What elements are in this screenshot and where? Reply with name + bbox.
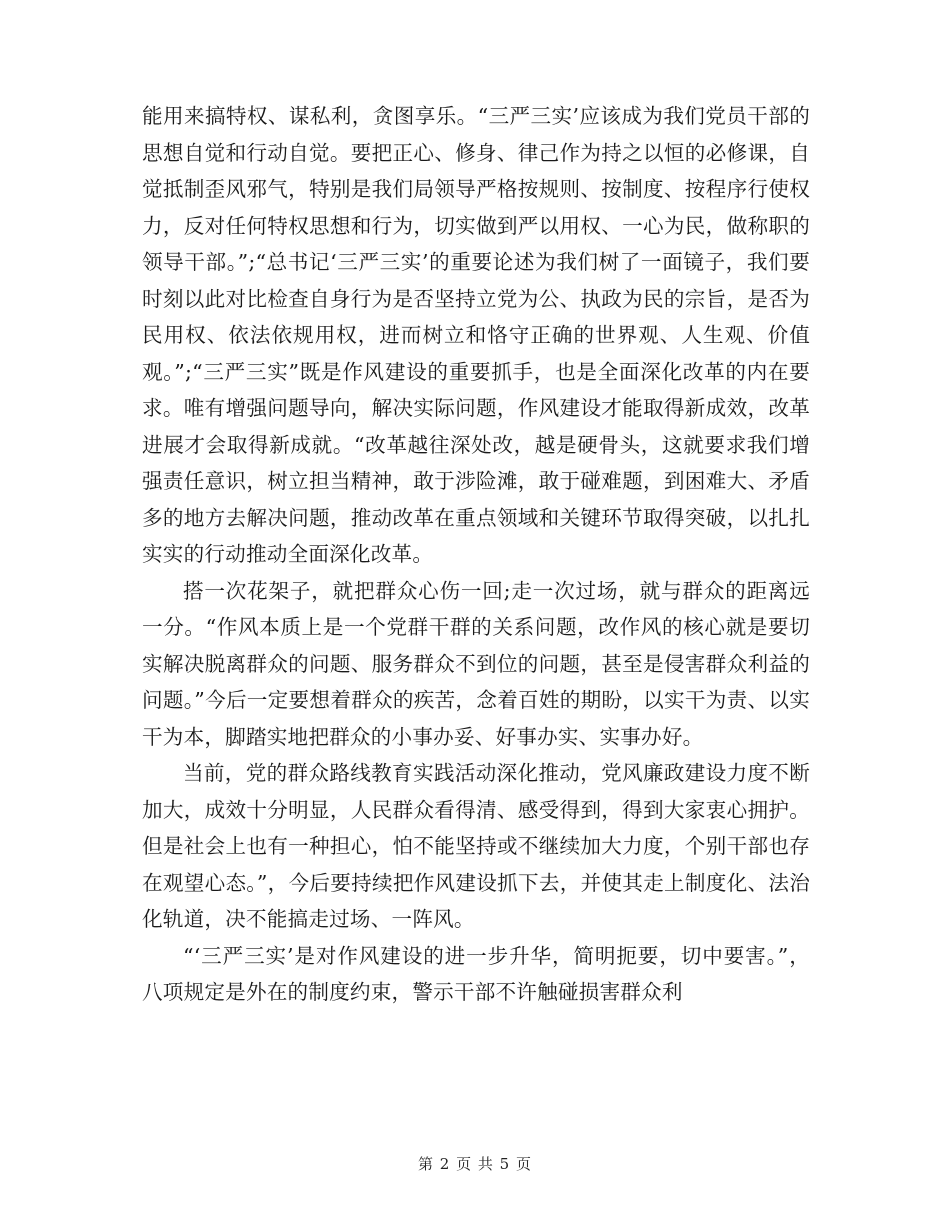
paragraph-2: 搭一次花架子，就把群众心伤一回;走一次过场，就与群众的距离远一分。“作风本质上是一个党群干群的关系问题，改作风的核心就是要切实解决脱离群众的问题、服务群众不到位的问题，甚至是侵害群众利益的问题。”今后一定要想着群众的疾苦，念着百姓的期盼，以实干为责、以实干为本，脚踏实地把群众的小事办妥、好事办实、实事办好。 — [142, 578, 810, 749]
document-body — [142, 98, 810, 1011]
paragraph-1: 能用来搞特权、谋私利，贪图享乐。“三严三实’应该成为我们党员干部的思想自觉和行动自觉。要把正心、修身、律己作为持之以恒的必修课，自觉抵制歪风邪气，特别是我们局领导严格按规则、按制度、按程序行使权力，反对任何特权思想和行为，切实做到严以用权、一心为民，做称职的领导干部。”;“总书记‘三严三实’的重要论述为我们树了一面镜子，我们要时刻以此对比检查自身行为是否坚持立党为公、执政为民的宗旨，是否为民用权、依法依规用权，进而树立和恪守正确的世界观、人生观、价值观。”;“三严三实”既是作风建设的重要抓手，也是全面深化改革的内在要求。唯有增强问题导向，解决实际问题，作风建设才能取得新成效，改革进展才会取得新成就。“改革越往深处改，越是硬骨头，这就要求我们增强责任意识，树立担当精神，敢于涉险滩，敢于碰难题，到困难大、矛盾多的地方去解决问题，推动改革在重点领域和关键环节取得突破，以扎扎实实的行动推动全面深化改革。 — [142, 104, 810, 566]
page-number-footer: 第 2 页 共 5 页 — [418, 1155, 532, 1173]
paragraph-3: 当前，党的群众路线教育实践活动深化推动，党风廉政建设力度不断加大，成效十分明显，人民群众看得清、感受得到，得到大家衷心拥护。但是社会上也有一种担心，怕不能坚持或不继续加大力度，个别干部也存在观望心态。”，今后要持续把作风建设抓下去，并使其走上制度化、法治化轨道，决不能搞走过场、一阵风。 — [142, 761, 810, 931]
paragraph-4: “‘三严三实’是对作风建设的进一步升华，简明扼要，切中要害。”，八项规定是外在的制度约束，警示干部不许触碰损害群众利 — [142, 943, 810, 1004]
